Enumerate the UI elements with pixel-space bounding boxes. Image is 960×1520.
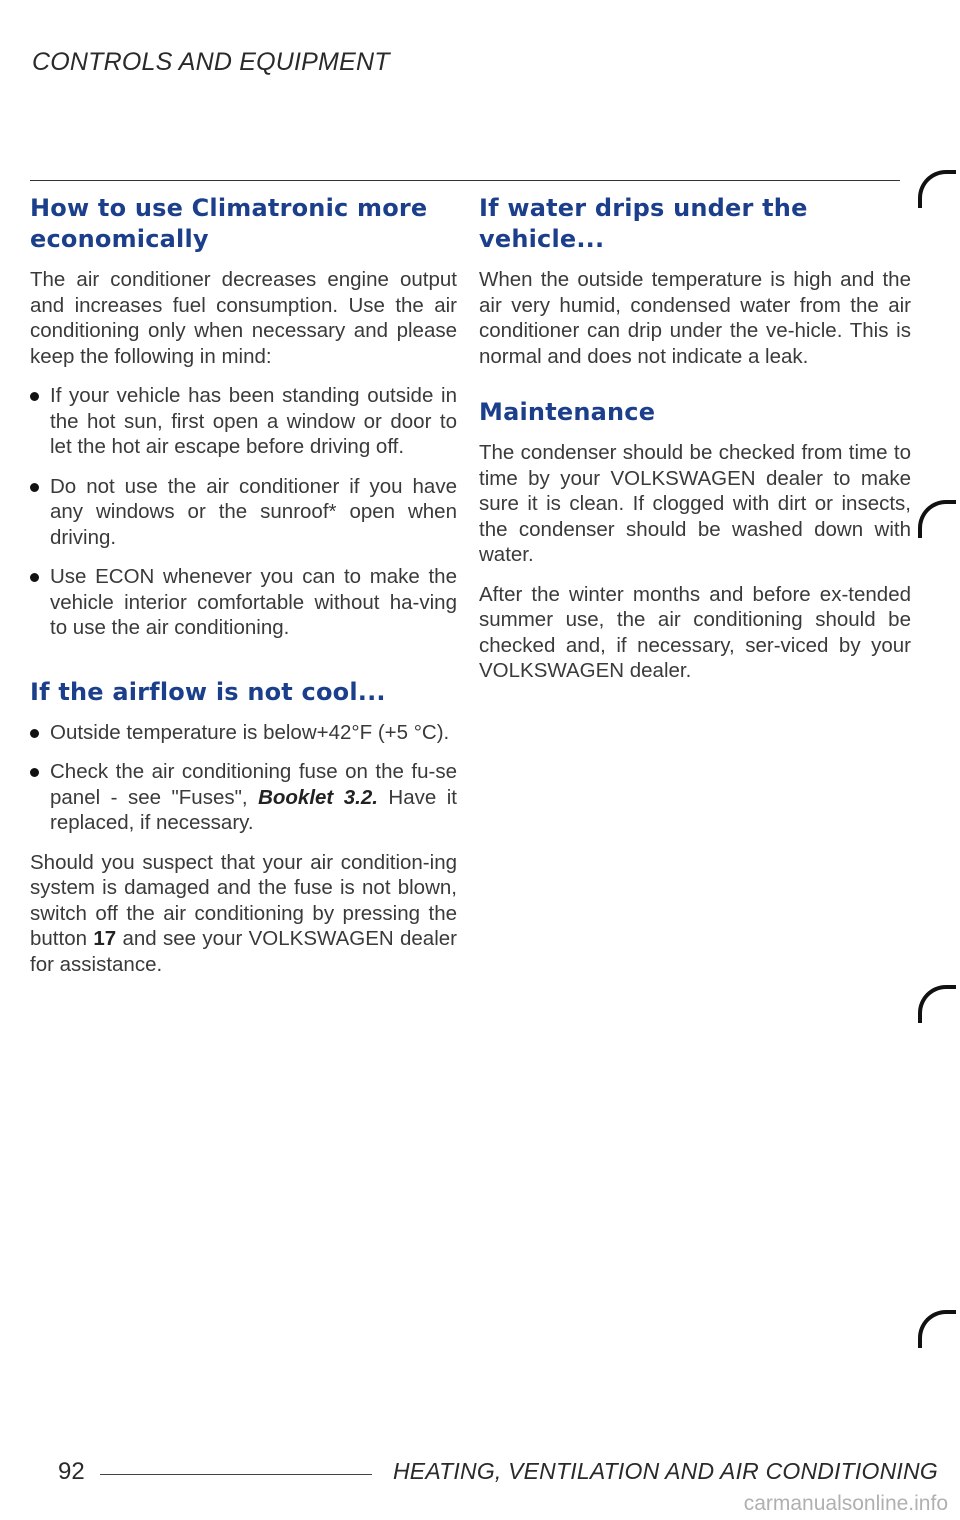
page-number: 92 <box>58 1458 85 1485</box>
damage-paragraph <box>30 850 457 978</box>
bullet-text: Have it replaced, if necessary. <box>50 785 458 834</box>
button-number: 17 <box>93 927 117 950</box>
booklet-reference: Booklet 3.2. <box>258 785 378 809</box>
bullet-text: If your vehicle has been standing outside in the hot sun, first open a window or door to let the hot air escape before driving off. <box>50 384 457 458</box>
heading-maintenance: Maintenance <box>479 398 656 426</box>
footer-rule <box>100 1474 372 1475</box>
maintenance-paragraph-1: The condenser should be checked from time to time by your VOLKSWAGEN dealer to make sure it is clean. If clogged with dirt or insects, the condenser should be washed down with water. <box>479 441 911 566</box>
bullet-icon <box>30 768 39 777</box>
right-column <box>479 193 911 698</box>
page-tab-marker <box>918 1310 956 1348</box>
maintenance-paragraph-2: After the winter months and before ex-tended summer use, the air conditioning should be checked and, if necessary, ser-viced by your VOLKSWAGEN dealer. <box>479 582 911 682</box>
bullet-item <box>30 474 457 551</box>
bullet-icon <box>30 729 39 738</box>
bullet-text: Outside temperature is below+42°F (+5 °C). <box>50 720 450 744</box>
page-tab-marker <box>918 985 956 1023</box>
top-rule <box>30 180 900 181</box>
page-tab-marker <box>918 500 956 538</box>
heading-water-drips: If water drips under the vehicle... <box>479 194 808 253</box>
bullet-text: Use ECON whenever you can to make the vehicle interior comfortable without ha-ving to use the air conditioning. <box>50 565 457 639</box>
left-column <box>30 193 457 991</box>
bullet-icon <box>30 392 39 401</box>
intro-paragraph: The air conditioner decreases engine output and increases fuel consumption. Use the air conditioning only when necessary and please keep the following in mind: <box>30 268 457 368</box>
bullet-item <box>30 383 457 460</box>
chapter-title: HEATING, VENTILATION AND AIR CONDITIONING <box>393 1458 938 1484</box>
bullet-text: Check the air conditioning fuse on the fu-se panel - see "Fuses", <box>50 760 457 809</box>
watermark: carmanualsonline.info <box>743 1492 948 1515</box>
heading-airflow-not-cool: If the airflow is not cool... <box>30 677 386 706</box>
water-drips-paragraph: When the outside temperature is high and the air very humid, condensed water from the air conditioner can drip under the ve-hicle. This is normal and does not indicate a leak. <box>479 268 911 368</box>
bullet-item <box>30 759 457 836</box>
section-header: CONTROLS AND EQUIPMENT <box>32 48 390 76</box>
bullet-icon <box>30 483 39 492</box>
bullet-item <box>30 564 457 641</box>
bullet-icon <box>30 573 39 582</box>
paragraph-text: and see your VOLKSWAGEN dealer for assistance. <box>30 927 457 976</box>
paragraph-text: Should you suspect that your air condition-ing system is damaged and the fuse is not blown, switch off the air conditioning by pressing the button <box>30 850 457 950</box>
heading-climatronic-economy: How to use Climatronic more economically <box>30 194 428 253</box>
bullet-text: Do not use the air conditioner if you have any windows or the sunroof* open when driving. <box>50 474 457 549</box>
page-tab-marker <box>918 170 956 208</box>
bullet-item <box>30 720 457 746</box>
